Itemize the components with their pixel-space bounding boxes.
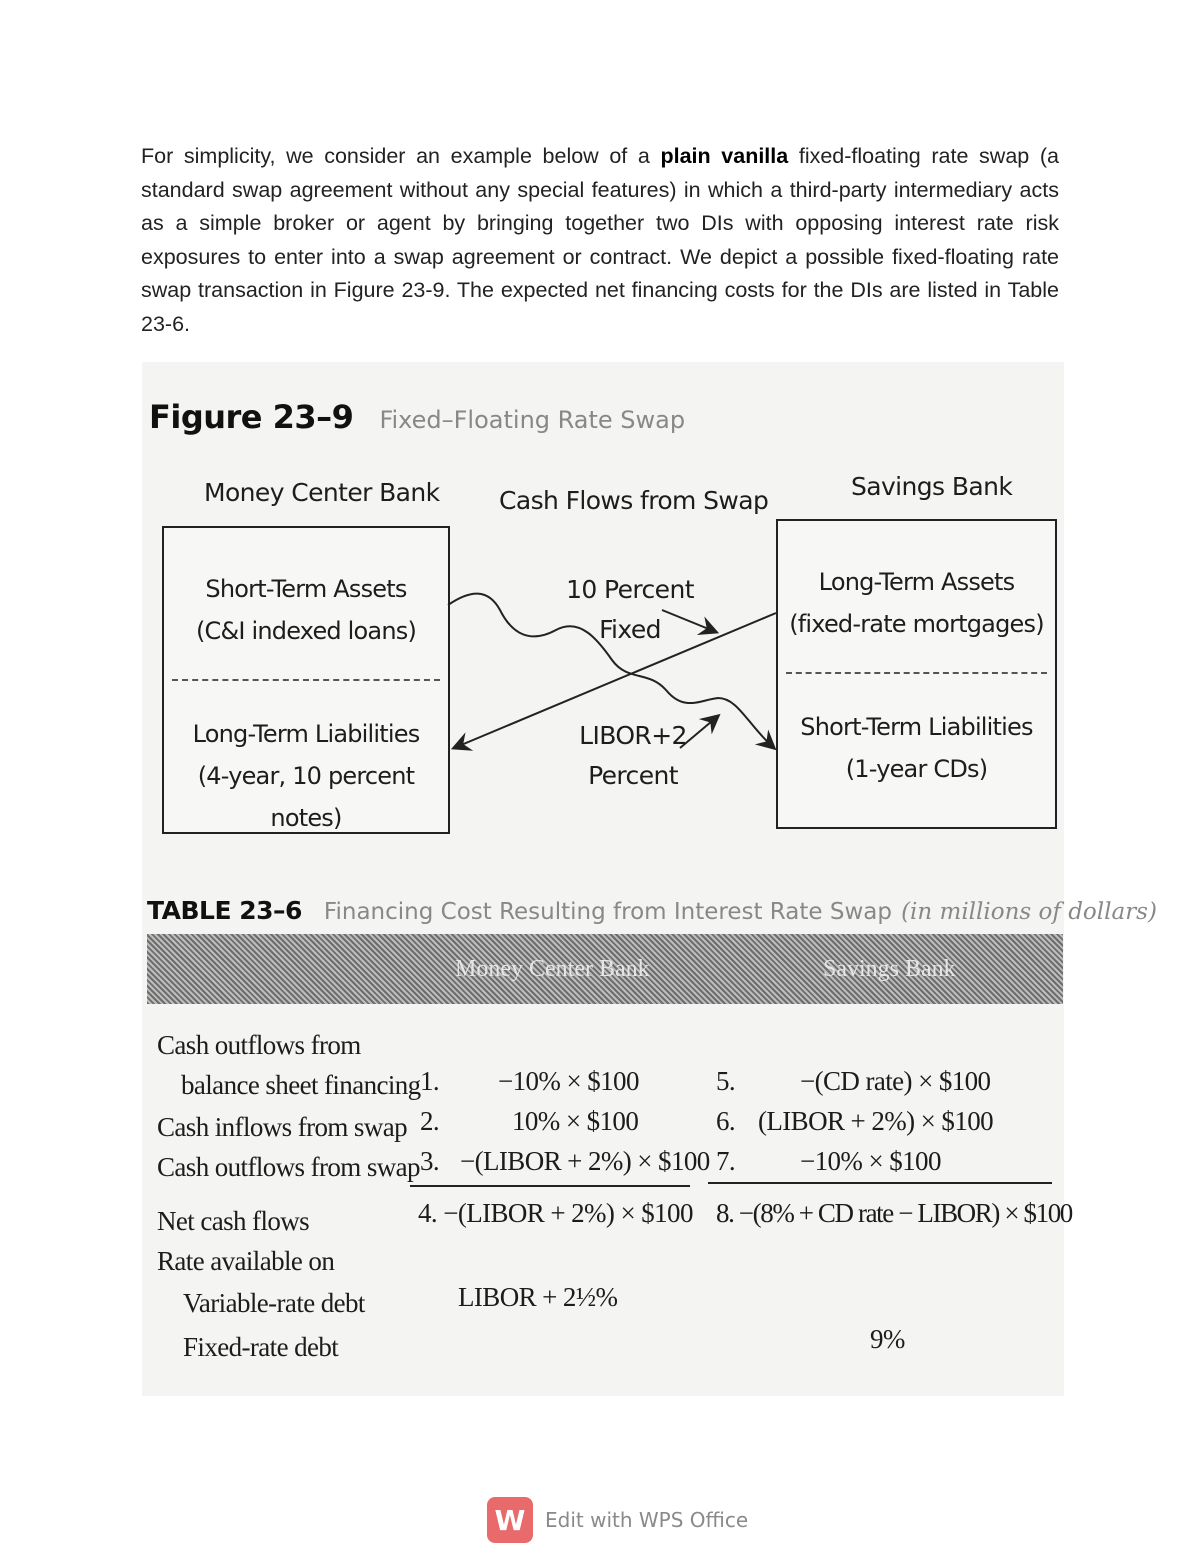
figure-number: Figure 23–9 bbox=[149, 398, 354, 436]
left-num-2: 2. bbox=[420, 1106, 440, 1136]
right-num-6: 6. bbox=[716, 1106, 736, 1136]
col-money-center-bank: Money Center Bank bbox=[455, 956, 650, 982]
right-value-7: −10% × $100 bbox=[800, 1146, 941, 1176]
fixed-flow-rate: 10 Percent bbox=[566, 575, 694, 604]
row-label-net: Net cash flows bbox=[157, 1206, 310, 1236]
left-value-3: −(LIBOR + 2%) × $100 bbox=[460, 1146, 710, 1176]
row-label-outflows-bs-cont: balance sheet financing bbox=[181, 1070, 421, 1100]
fixed-flow-label bbox=[560, 570, 700, 650]
wps-footer[interactable] bbox=[487, 1497, 748, 1543]
row-label-rate-available: Rate available on bbox=[157, 1246, 335, 1276]
left-assets-detail: (C&I indexed loans) bbox=[195, 617, 417, 645]
savings-bank-label: Savings Bank bbox=[851, 472, 1013, 501]
table-caption: Financing Cost Resulting from Interest Rate Swap bbox=[323, 899, 892, 925]
table-caption-unit: (in millions of dollars) bbox=[901, 899, 1157, 925]
cash-flows-label: Cash Flows from Swap bbox=[499, 486, 769, 515]
wps-logo-letter: W bbox=[494, 1503, 526, 1537]
left-value-1: −10% × $100 bbox=[498, 1066, 639, 1096]
right-sum-rule bbox=[708, 1182, 1052, 1184]
row-label-inflows-swap: Cash inflows from swap bbox=[157, 1112, 408, 1142]
right-value-8: 8. −(8% + CD rate − LIBOR) × $100 bbox=[716, 1198, 1072, 1228]
left-value-2: 10% × $100 bbox=[512, 1106, 639, 1136]
right-assets-title: Long-Term Assets bbox=[818, 568, 1015, 596]
figure-caption: Fixed–Floating Rate Swap bbox=[379, 406, 686, 434]
right-num-7: 7. bbox=[716, 1146, 736, 1176]
intro-bold-term: plain vanilla bbox=[660, 144, 789, 168]
table-header bbox=[147, 934, 1063, 1004]
right-num-5: 5. bbox=[716, 1066, 736, 1096]
wps-logo-icon[interactable] bbox=[487, 1497, 533, 1543]
table-number: TABLE 23–6 bbox=[147, 896, 302, 925]
money-center-bank-label: Money Center Bank bbox=[204, 478, 440, 507]
left-num-3: 3. bbox=[420, 1146, 440, 1176]
left-value-4: 4. −(LIBOR + 2%) × $100 bbox=[418, 1198, 693, 1228]
fixed-rate-value: 9% bbox=[870, 1324, 905, 1354]
floating-flow-unit: Percent bbox=[588, 761, 678, 790]
table-title bbox=[147, 896, 1157, 925]
right-liabilities-detail: (1-year CDs) bbox=[845, 755, 988, 783]
intro-text-2: fixed-floating rate swap (a standard swap agreement without any special features) in which a third-party intermediary acts as a simple broker or agent by bringing together two DIs with opposing interest rate risk exposures to enter into a swap agreement or contract. We depict a possible fixed-floating rate swap transaction in Figure 23-9. The expected net financing costs for the DIs are listed in Table 23-6. bbox=[141, 144, 1059, 336]
left-liabilities-detail: (4-year, 10 percent notes) bbox=[197, 762, 415, 832]
right-assets-detail: (fixed-rate mortgages) bbox=[789, 610, 1044, 638]
floating-flow-label bbox=[566, 716, 700, 796]
floating-flow-rate: LIBOR+2 bbox=[579, 721, 687, 750]
left-num-1: 1. bbox=[420, 1066, 440, 1096]
right-liabilities-title: Short-Term Liabilities bbox=[800, 713, 1033, 741]
fixed-flow-type: Fixed bbox=[599, 615, 661, 644]
left-assets-title: Short-Term Assets bbox=[205, 575, 407, 603]
row-label-outflows-bs: Cash outflows from bbox=[157, 1030, 361, 1060]
row-label-variable: Variable-rate debt bbox=[183, 1288, 365, 1318]
left-sum-rule bbox=[410, 1185, 690, 1187]
variable-rate-value: LIBOR + 2½% bbox=[458, 1282, 618, 1312]
row-label-outflows-swap: Cash outflows from swap bbox=[157, 1152, 420, 1182]
left-liabilities-title: Long-Term Liabilities bbox=[192, 720, 420, 748]
row-label-fixed: Fixed-rate debt bbox=[183, 1332, 339, 1362]
col-savings-bank: Savings Bank bbox=[823, 956, 956, 982]
wps-edit-link[interactable]: Edit with WPS Office bbox=[545, 1508, 749, 1532]
right-value-6: (LIBOR + 2%) × $100 bbox=[758, 1106, 994, 1136]
right-value-5: −(CD rate) × $100 bbox=[800, 1066, 991, 1096]
intro-text-1: For simplicity, we consider an example below of a bbox=[141, 144, 661, 168]
